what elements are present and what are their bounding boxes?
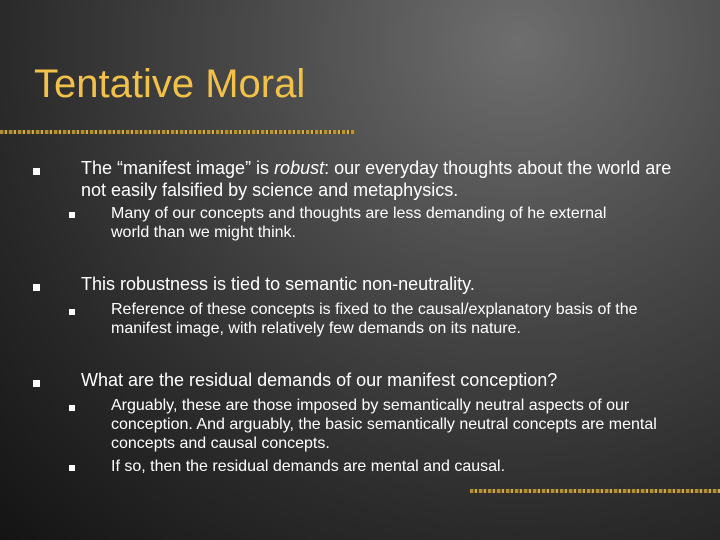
sub-bullet-icon — [69, 405, 75, 411]
sub-point-2-1: Reference of these concepts is fixed to the causal/explanatory basis of the manifest image, with relatively few demands on its nature. — [111, 301, 638, 337]
bullet-point-2: This robustness is tied to semantic non-neutrality. — [81, 274, 475, 294]
sub-bullet-icon — [69, 309, 75, 315]
sub-point-1-1: Many of our concepts and thoughts are less demanding of he external world than we might think. — [111, 205, 607, 241]
bullet-point-1-text-end: : our everyday thoughts about the world are not easily falsified by science and metaphysics. — [81, 158, 672, 200]
footer-divider — [470, 489, 720, 493]
sub-bullet-icon — [69, 212, 75, 218]
bullet-icon — [33, 284, 40, 291]
bullet-point-1-text-start: The “manifest image” is — [81, 158, 275, 178]
bullet-point-3: What are the residual demands of our manifest conception? — [81, 370, 558, 390]
bullet-icon — [33, 168, 40, 175]
title-divider — [0, 130, 355, 134]
bullet-point-1 — [81, 157, 681, 201]
bullet-icon — [33, 380, 40, 387]
bullet-point-1-emphasis: robust — [274, 158, 325, 178]
sub-point-3-2: If so, then the residual demands are mental and causal. — [111, 458, 506, 475]
slide-title: Tentative Moral — [34, 62, 306, 106]
sub-point-3-1: Arguably, these are those imposed by semantically neutral aspects of our conception. And arguably, the basic semantically neutral concepts are mental concepts and causal concepts. — [111, 397, 657, 452]
sub-bullet-icon — [69, 465, 75, 471]
